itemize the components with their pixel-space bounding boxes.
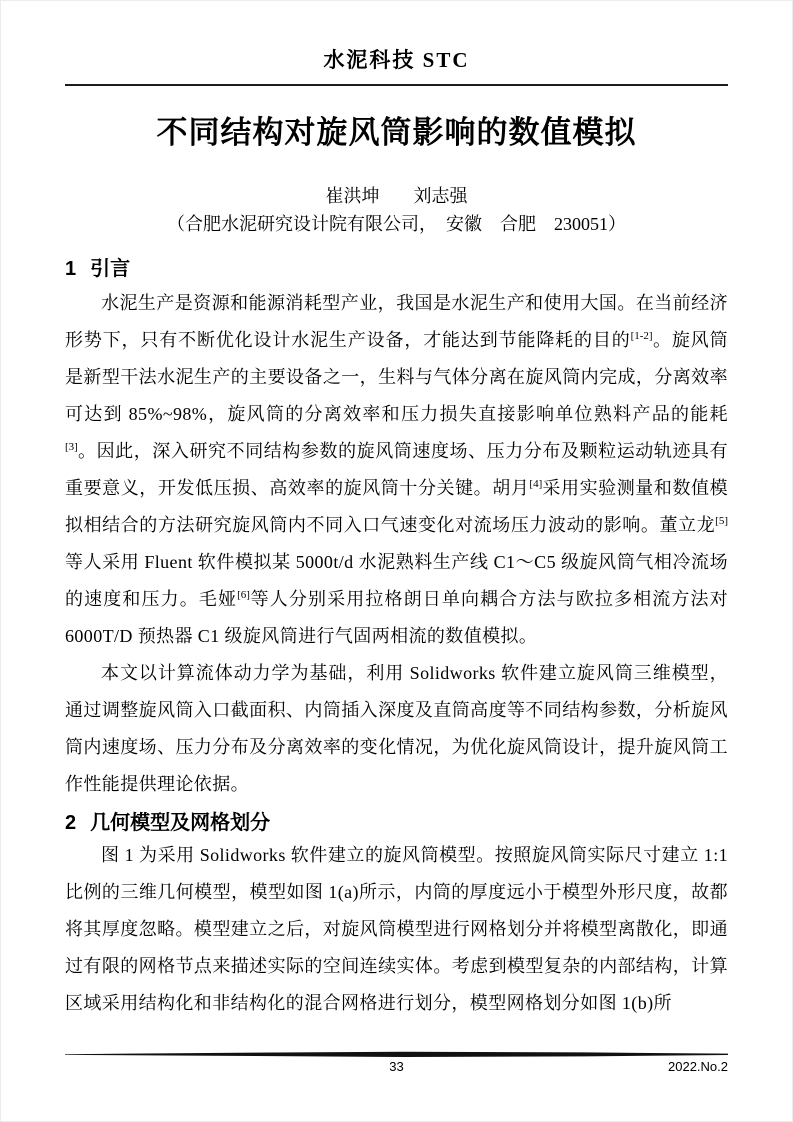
paragraph-text: 等人分别采用拉格朗日单向耦合方法与欧拉多相流方法对 6000T/D 预热器 C1 级旋风筒进行气固两相流的数值模拟。: [65, 589, 728, 646]
author-name: 刘志强: [413, 186, 468, 206]
section-number: 1: [65, 258, 77, 280]
citation-ref: [6]: [237, 589, 250, 601]
paragraph-text: 水泥生产是资源和能源消耗型产业，我国是水泥生产和使用大国。在当前经济形势下，只有不断优化设计水泥生产设备，才能达到节能降耗的目的: [65, 293, 728, 350]
paragraph-text: 。旋风筒是新型干法水泥生产的主要设备之一，生料与气体分离在旋风筒内完成，分离效率可达到 85%~98%，旋风筒的分离效率和压力损失直接影响单位熟料产品的能耗: [65, 330, 728, 424]
section-heading-1: [65, 256, 728, 282]
authors-row: [65, 184, 728, 208]
citation-ref: [5]: [715, 515, 728, 527]
paragraph-text: 。因此，深入研究不同结构参数的旋风筒速度场、压力分布及颗粒运动轨迹具有重要意义，开发低压损、高效率的旋风筒十分关键。胡月: [65, 441, 728, 498]
paragraph-text: 采用实验测量和数值模拟相结合的方法研究旋风筒内不同入口气速变化对流场压力波动的影响。董立龙: [65, 478, 728, 535]
paper-title: 不同结构对旋风筒影响的数值模拟: [156, 115, 637, 150]
paragraph-text: 图 1 为采用 Solidworks 软件建立的旋风筒模型。按照旋风筒实际尺寸建立 1:1 比例的三维几何模型，模型如图 1(a)所示，内筒的厚度远小于模型外形尺度，故都将其厚度忽略。模型建立之后，对旋风筒模型进行网格划分并将模型离散化，即通过有限的网格节点来描述实际的空间连续实体。考虑到模型复杂的内部结构，计算区域采用结构化和非结构化的混合网格进行划分，模型网格划分如图 1(b)所: [65, 845, 728, 1013]
journal-header: 水泥科技 STC: [323, 48, 470, 72]
page-number: 33: [389, 1059, 404, 1074]
affiliation: （合肥水泥研究设计院有限公司， 安徽 合肥 230051）: [167, 214, 626, 234]
citation-ref: [3]: [65, 441, 78, 453]
header-rule: [65, 84, 728, 86]
section-title: 几何模型及网格划分: [90, 812, 271, 834]
paragraph-text: 等人采用 Fluent 软件模拟某 5000t/d 水泥熟料生产线 C1～C5 级旋风筒气相冷流场的速度和压力。毛娅: [65, 552, 728, 609]
section-number: 2: [65, 812, 77, 834]
section-title: 引言: [90, 258, 131, 280]
author-name: 崔洪坤: [325, 186, 380, 206]
issue-number: 2022.No.2: [668, 1059, 728, 1074]
paragraph-text: 本文以计算流体动力学为基础，利用 Solidworks 软件建立旋风筒三维模型，通过调整旋风筒入口截面积、内筒插入深度及直筒高度等不同结构参数，分析旋风筒内速度场、压力分布及分离效率的变化情况，为优化旋风筒设计，提升旋风筒工作性能提供理论依据。: [65, 663, 728, 794]
section-heading-2: [65, 810, 728, 836]
paragraph: [65, 285, 728, 655]
paragraph: [65, 837, 728, 1022]
citation-ref: [1-2]: [630, 330, 653, 342]
section-1-body: [65, 285, 728, 803]
paragraph: [65, 655, 728, 803]
citation-ref: [4]: [529, 478, 543, 490]
section-2-body: [65, 837, 728, 1022]
footer-rule: [65, 1051, 728, 1058]
page-footer: [65, 1051, 728, 1076]
